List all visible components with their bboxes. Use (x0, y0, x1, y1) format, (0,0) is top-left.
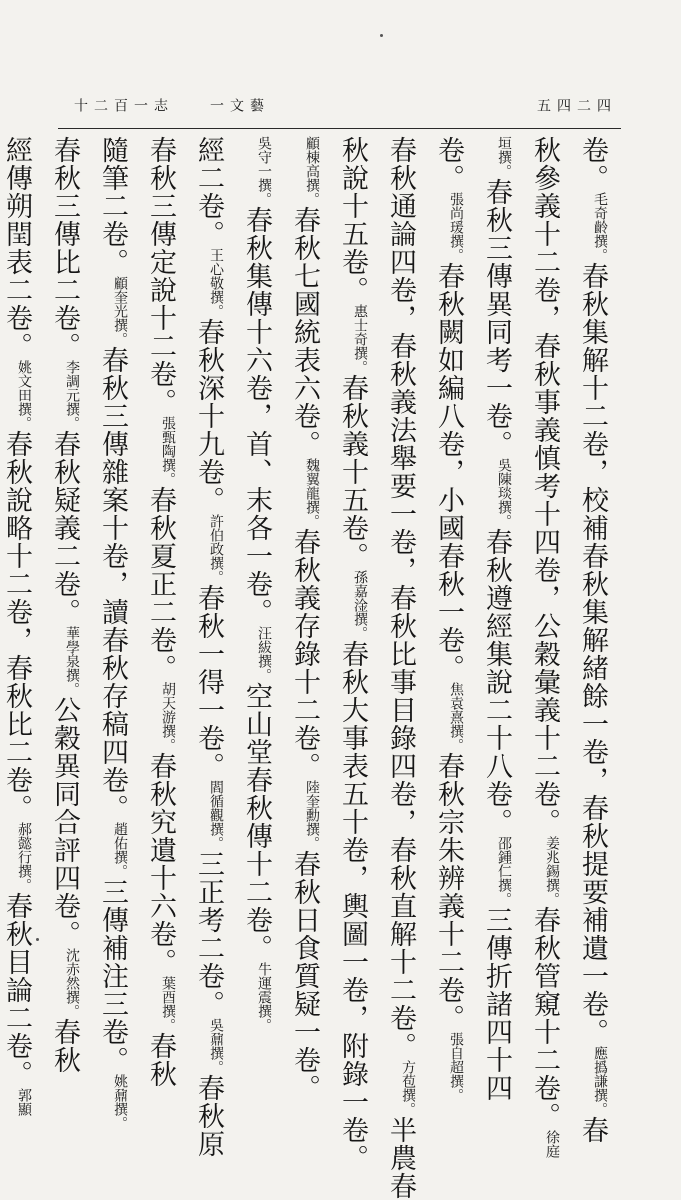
text-column (524, 136, 572, 1158)
title-text: 經二卷。 (193, 136, 224, 248)
title-text: 春秋夏正二卷。 (145, 486, 176, 682)
author-note: 陸奎勳撰。 (304, 780, 320, 850)
header-volume: 志一百二十 (72, 98, 168, 115)
author-note: 許伯政撰。 (208, 514, 224, 584)
author-note: 姚鼐撰。 (112, 1074, 128, 1130)
title-text: 春秋 (145, 1032, 176, 1088)
title-text: 春秋七國統表六卷。 (289, 206, 320, 458)
author-note: 張自超撰。 (448, 1032, 464, 1102)
title-text: 三傳折諸四十四 (481, 906, 512, 1102)
author-note: 邵鍾仁撰。 (496, 836, 512, 906)
author-note: 沈赤然撰。 (64, 948, 80, 1018)
text-column (284, 136, 332, 1102)
author-note: 吳鼐撰。 (208, 1018, 224, 1074)
title-text: 春秋義十五卷。 (337, 374, 368, 570)
author-note: 方苞撰。 (400, 1060, 416, 1116)
text-column (428, 136, 476, 1102)
author-note: 姜兆錫撰。 (544, 836, 560, 906)
title-text: 卷。 (577, 136, 608, 192)
text-column (572, 136, 620, 1144)
author-note: 徐庭 (544, 1130, 560, 1158)
author-note: 應撝謙撰。 (592, 1046, 608, 1116)
title-text: 春秋日食質疑一卷。 (289, 850, 320, 1102)
title-text: 秋說十五卷。 (337, 136, 368, 304)
text-column (140, 136, 188, 1088)
author-note: 閻循觀撰。 (208, 780, 224, 850)
title-text: 春秋大事表五十卷，輿圖一卷，附錄一卷。 (337, 640, 368, 1172)
title-text: 空山堂春秋傳十二卷。 (241, 682, 272, 962)
author-note: 王心敬撰。 (208, 248, 224, 318)
title-text: 春秋三傳定說十二卷。 (145, 136, 176, 416)
text-column (188, 136, 236, 1158)
author-note: 葉酉撰。 (160, 976, 176, 1032)
print-speck (36, 938, 39, 941)
author-note: 顧奎光撰。 (112, 276, 128, 346)
author-note: 牛運震撰。 (256, 962, 272, 1032)
author-note: 張甄陶撰。 (160, 416, 176, 486)
title-text: 春秋闕如編八卷，小國春秋一卷。 (433, 262, 464, 682)
author-note: 汪紱撰。 (256, 626, 272, 682)
author-note: 華學泉撰。 (64, 626, 80, 696)
title-text: 春秋宗朱辨義十二卷。 (433, 752, 464, 1032)
author-note: 魏翼龍撰。 (304, 458, 320, 528)
title-text: 春秋 (49, 1018, 80, 1074)
author-note: 張尚瑗撰。 (448, 192, 464, 262)
title-text: 卷。 (433, 136, 464, 192)
title-text: 公穀異同合評四卷。 (49, 696, 80, 948)
author-note: 毛奇齡撰。 (592, 192, 608, 262)
text-column (0, 136, 44, 1116)
author-note: 姚文田撰。 (16, 360, 32, 430)
author-note: 郝懿行撰。 (16, 822, 32, 892)
text-column (92, 136, 140, 1130)
author-note: 郭顯 (16, 1088, 32, 1116)
author-note: 胡天游撰。 (160, 682, 176, 752)
header-page-number: 四二四五 (535, 98, 611, 115)
title-text: 春秋集傳十六卷，首、末各一卷。 (241, 206, 272, 626)
text-column (236, 136, 284, 1032)
author-note: 顧棟高撰。 (304, 136, 320, 206)
author-note: 惠士奇撰。 (352, 304, 368, 374)
title-text: 春秋原 (193, 1074, 224, 1158)
title-text: 春秋管窺十二卷。 (529, 906, 560, 1130)
title-text: 秋參義十二卷，春秋事義慎考十四卷，公穀彙義十二卷。 (529, 136, 560, 836)
title-text: 春秋集解十二卷，校補春秋集解緒餘一卷，春秋提要補遺一卷。 (577, 262, 608, 1046)
title-text: 春秋究遺十六卷。 (145, 752, 176, 976)
title-text: 春秋一得一卷。 (193, 584, 224, 780)
author-note: 趙佑撰。 (112, 822, 128, 878)
title-text: 春秋目論二卷。 (1, 892, 32, 1088)
title-text: 春秋說略十二卷，春秋比二卷。 (1, 430, 32, 822)
title-text: 春秋遵經集說二十八卷。 (481, 528, 512, 836)
author-note: 垣撰。 (496, 136, 512, 178)
print-speck (380, 34, 383, 37)
title-text: 半農春 (385, 1116, 416, 1200)
author-note: 吳陳琰撰。 (496, 458, 512, 528)
title-text: 經傳朔閏表二卷。 (1, 136, 32, 360)
author-note: 吳守一撰。 (256, 136, 272, 206)
vertical-text-body (1, 136, 620, 1200)
title-text: 春秋三傳雜案十卷，讀春秋存稿四卷。 (97, 346, 128, 822)
author-note: 焦袁熹撰。 (448, 682, 464, 752)
title-text: 三傳補注三卷。 (97, 878, 128, 1074)
title-text: 春秋義存錄十二卷。 (289, 528, 320, 780)
author-note: 李調元撰。 (64, 360, 80, 430)
text-column (476, 136, 524, 1102)
header-section: 藝文一 (208, 98, 264, 115)
title-text: 春秋通論四卷，春秋義法舉要一卷，春秋比事目錄四卷，春秋直解十二卷。 (385, 136, 416, 1060)
title-text: 春秋疑義二卷。 (49, 430, 80, 626)
text-column (332, 136, 380, 1172)
title-text: 春秋三傳異同考一卷。 (481, 178, 512, 458)
title-text: 三正考二卷。 (193, 850, 224, 1018)
title-text: 春秋深十九卷。 (193, 318, 224, 514)
title-text: 春 (577, 1116, 608, 1144)
title-text: 春秋三傳比二卷。 (49, 136, 80, 360)
text-column (380, 136, 428, 1200)
running-header (58, 96, 621, 129)
author-note: 孫嘉淦撰。 (352, 570, 368, 640)
text-column (44, 136, 92, 1074)
title-text: 隨筆二卷。 (97, 136, 128, 276)
